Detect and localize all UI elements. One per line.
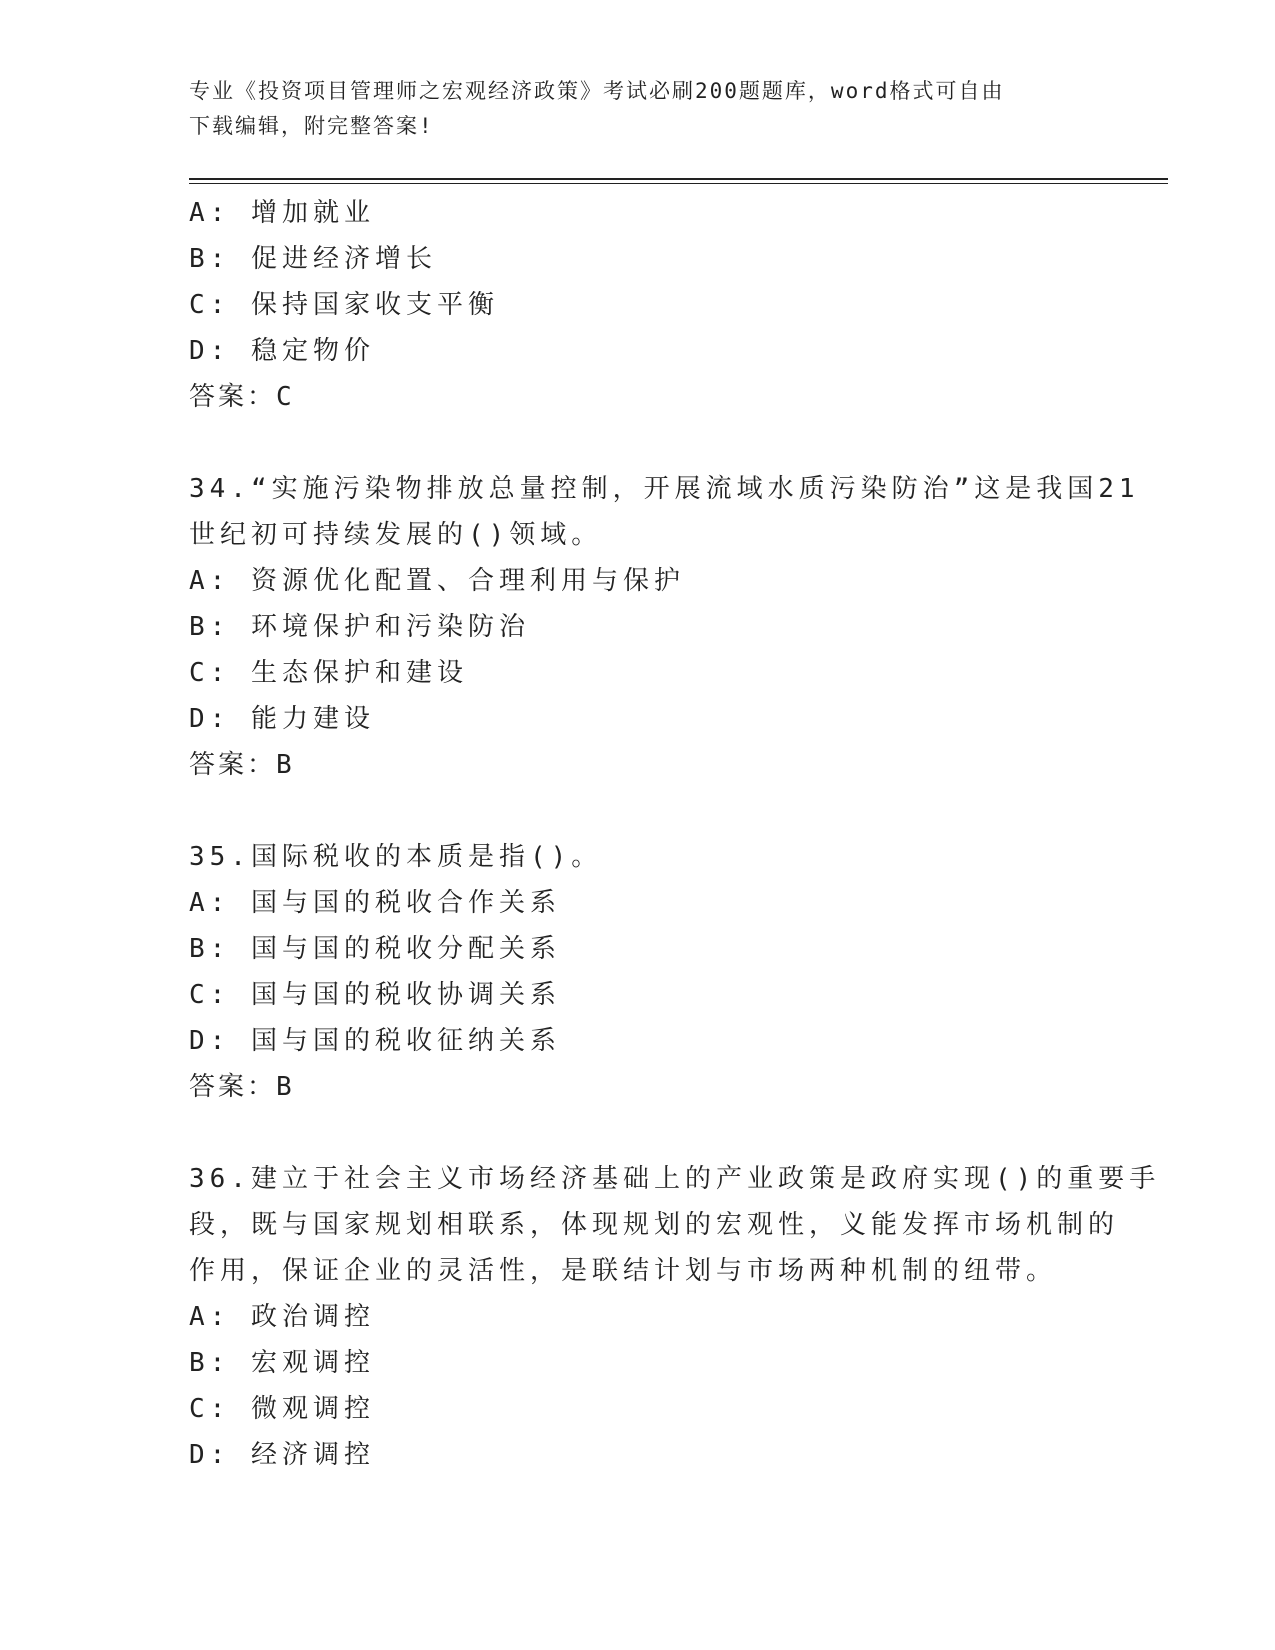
q33-option-a: A: 增加就业 <box>189 198 375 228</box>
q36-option-a: A: 政治调控 <box>189 1302 375 1332</box>
document-header <box>189 74 1089 144</box>
question-33-block <box>189 190 1089 420</box>
q33-option-d: D: 稳定物价 <box>189 336 375 366</box>
question-spacer <box>189 420 1089 466</box>
header-divider-thin <box>189 183 1168 184</box>
q34-option-a: A: 资源优化配置、合理利用与保护 <box>189 566 685 596</box>
header-title-line-2: 下载编辑，附完整答案! <box>189 114 434 138</box>
q36-stem-line-3: 作用，保证企业的灵活性，是联结计划与市场两种机制的纽带。 <box>189 1256 1058 1286</box>
q35-option-c: C: 国与国的税收协调关系 <box>189 980 561 1010</box>
header-divider-thick <box>189 178 1168 180</box>
q35-stem-line-1: 35.国际税收的本质是指()。 <box>189 842 603 872</box>
question-34-block <box>189 466 1140 788</box>
q33-option-c: C: 保持国家收支平衡 <box>189 290 499 320</box>
question-35-block <box>189 834 1089 1110</box>
q36-option-c: C: 微观调控 <box>189 1394 375 1424</box>
q35-option-a: A: 国与国的税收合作关系 <box>189 888 561 918</box>
q36-stem-line-2: 段，既与国家规划相联系，体现规划的宏观性，义能发挥市场机制的 <box>189 1210 1120 1240</box>
q34-stem-line-1: 34.“实施污染物排放总量控制，开展流域水质污染防治”这是我国21 <box>189 474 1140 504</box>
q36-option-b: B: 宏观调控 <box>189 1348 375 1378</box>
q34-stem-line-2: 世纪初可持续发展的()领域。 <box>189 520 603 550</box>
header-title-line-1: 专业《投资项目管理师之宏观经济政策》考试必刷200题题库，word格式可自由 <box>189 79 1005 103</box>
question-list <box>189 190 1161 1478</box>
q36-stem-line-1: 36.建立于社会主义市场经济基础上的产业政策是政府实现()的重要手 <box>189 1164 1161 1194</box>
question-spacer <box>189 788 1089 834</box>
q35-answer: 答案：B <box>189 1072 295 1102</box>
q34-option-c: C: 生态保护和建设 <box>189 658 468 688</box>
q34-option-b: B: 环境保护和污染防治 <box>189 612 530 642</box>
q35-option-b: B: 国与国的税收分配关系 <box>189 934 561 964</box>
q35-option-d: D: 国与国的税收征纳关系 <box>189 1026 561 1056</box>
question-spacer <box>189 1110 1089 1156</box>
q34-answer: 答案：B <box>189 750 295 780</box>
question-36-block <box>189 1156 1161 1478</box>
q33-answer: 答案：C <box>189 382 295 412</box>
q34-option-d: D: 能力建设 <box>189 704 375 734</box>
q36-option-d: D: 经济调控 <box>189 1440 375 1470</box>
q33-option-b: B: 促进经济增长 <box>189 244 437 274</box>
